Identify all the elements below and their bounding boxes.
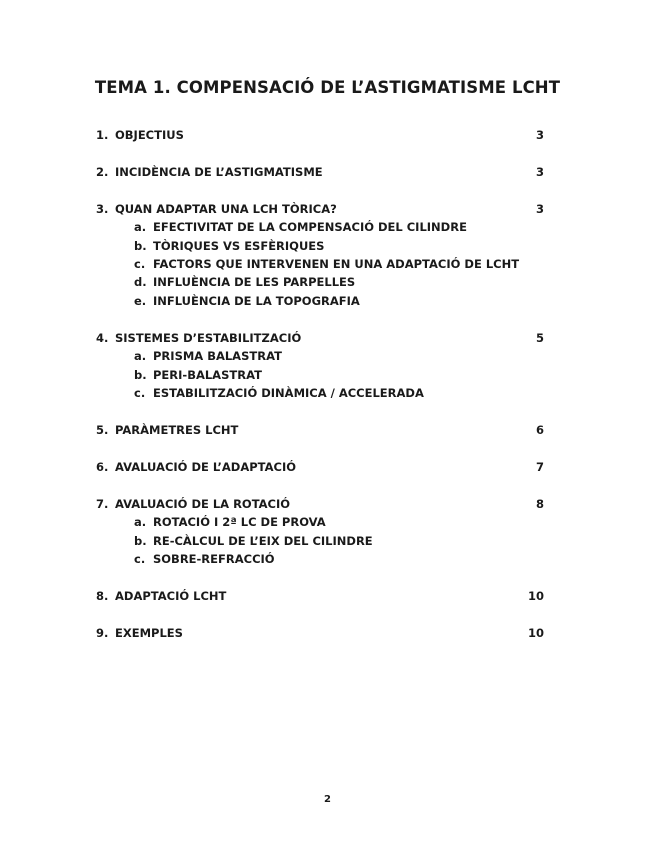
toc-entry-page: 10 xyxy=(527,625,544,640)
toc-entry-label: AVALUACIÓ DE L’ADAPTACIÓ xyxy=(115,459,297,474)
toc-subentry-letter: b. xyxy=(134,533,147,548)
toc-subentry-letter: c. xyxy=(134,385,146,400)
toc-subentry-label: PERI-BALASTRAT xyxy=(153,367,262,382)
toc-subentry-label: RE-CÀLCUL DE L’EIX DEL CILINDRE xyxy=(153,533,373,548)
toc-subentry-letter: a. xyxy=(134,515,147,530)
toc-entry-1 xyxy=(96,126,556,144)
toc-entry-page: 3 xyxy=(535,128,544,142)
toc-subentry-label: FACTORS QUE INTERVENEN EN UNA ADAPTACIÓ DE LCHT xyxy=(153,257,520,272)
toc-entry-number: 6. xyxy=(96,459,109,474)
toc-subentry-label: ROTACIÓ I 2ª LC DE PROVA xyxy=(153,515,326,530)
toc-subentry-label: PRISMA BALASTRAT xyxy=(153,349,282,364)
toc-entry-4 xyxy=(96,329,556,347)
toc-entry-label: PARÀMETRES LCHT xyxy=(115,422,239,437)
toc-subentry-4a xyxy=(96,347,556,365)
toc-entry-label: QUAN ADAPTAR UNA LCH TÒRICA? xyxy=(115,201,337,216)
toc-subentry-3c xyxy=(96,255,556,273)
toc-subentry-3a xyxy=(96,218,556,236)
toc-subentry-7c xyxy=(96,550,556,568)
toc-subentry-letter: b. xyxy=(134,238,147,253)
toc-entry-label: ADAPTACIÓ LCHT xyxy=(115,588,227,603)
toc-subentry-4b xyxy=(96,366,556,384)
toc-subentry-letter: a. xyxy=(134,349,147,364)
toc-entry-3 xyxy=(96,200,556,218)
toc-subentry-3b xyxy=(96,237,556,255)
toc-entry-9 xyxy=(96,624,556,642)
toc-subentry-letter: a. xyxy=(134,220,147,235)
toc-entry-5 xyxy=(96,421,556,439)
toc-subentry-3d xyxy=(96,273,556,291)
toc-entry-page: 8 xyxy=(535,496,544,511)
toc-entry-page: 10 xyxy=(527,588,544,603)
toc-entry-6 xyxy=(96,458,556,476)
toc-entry-page: 5 xyxy=(535,330,544,345)
toc-subentry-letter: c. xyxy=(134,257,146,272)
toc-entry-number: 8. xyxy=(96,588,109,603)
toc-entry-label: INCIDÈNCIA DE L’ASTIGMATISME xyxy=(115,164,323,179)
page-number: 2 xyxy=(324,794,331,805)
toc-entry-number: 3. xyxy=(96,201,109,216)
toc-entry-page: 7 xyxy=(535,459,544,474)
toc-subentry-letter: c. xyxy=(134,551,146,566)
toc-subentry-label: TÒRIQUES VS ESFÈRIQUES xyxy=(153,238,325,253)
toc-subentry-3e xyxy=(96,292,556,310)
toc-subentry-letter: e. xyxy=(134,293,147,308)
toc-entry-number: 4. xyxy=(96,330,109,345)
toc-subentry-4c xyxy=(96,384,556,402)
toc-entry-number: 9. xyxy=(96,625,109,640)
toc-subentry-letter: b. xyxy=(134,367,147,382)
toc-subentry-label: ESTABILITZACIÓ DINÀMICA / ACCELERADA xyxy=(153,385,424,400)
toc-subentry-label: INFLUÈNCIA DE LA TOPOGRAFIA xyxy=(153,293,360,308)
toc-subentry-7a xyxy=(96,513,556,531)
toc-entry-label: EXEMPLES xyxy=(115,625,183,640)
toc-entry-page: 3 xyxy=(535,201,544,216)
page-title: TEMA 1. COMPENSACIÓ DE L’ASTIGMATISME LCHT xyxy=(94,78,561,97)
toc-subentry-7b xyxy=(96,532,556,550)
toc-subentry-label: SOBRE-REFRACCIÓ xyxy=(153,551,275,566)
toc-entry-label: SISTEMES D’ESTABILITZACIÓ xyxy=(115,330,302,345)
toc-entry-number: 5. xyxy=(96,422,109,437)
toc-entry-page: 6 xyxy=(535,422,544,437)
toc-entry-number: 7. xyxy=(96,496,109,511)
toc-entry-page: 3 xyxy=(535,164,544,179)
toc-entry-label: AVALUACIÓ DE LA ROTACIÓ xyxy=(115,496,291,511)
toc-subentry-label: EFECTIVITAT DE LA COMPENSACIÓ DEL CILINDRE xyxy=(153,220,467,235)
toc-entry-label: OBJECTIUS xyxy=(115,128,184,142)
toc-subentry-letter: d. xyxy=(134,275,147,290)
toc-entry-number: 2. xyxy=(96,164,109,179)
toc-entry-8 xyxy=(96,587,556,605)
toc-subentry-label: INFLUÈNCIA DE LES PARPELLES xyxy=(153,275,356,290)
toc-entry-number: 1. xyxy=(96,128,109,142)
toc-entry-2 xyxy=(96,163,556,181)
toc-entry-7 xyxy=(96,495,556,513)
table-of-contents xyxy=(96,126,556,642)
